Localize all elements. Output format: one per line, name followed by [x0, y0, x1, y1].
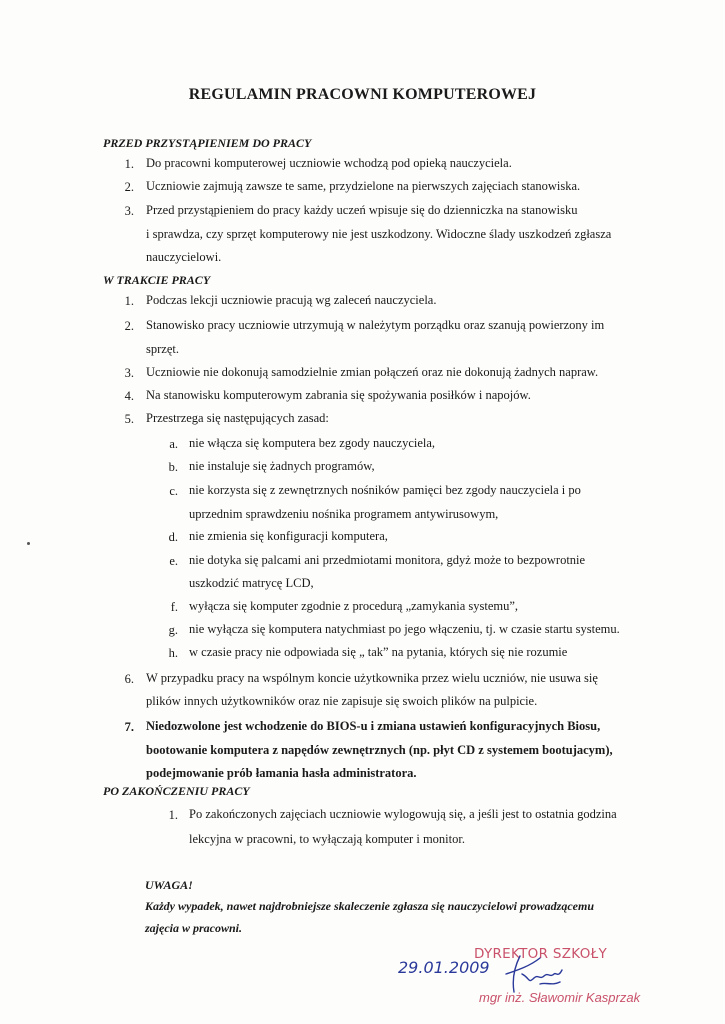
- before-item-3-line-2: i sprawdza, czy sprzęt komputerowy nie jest uszkodzony. Widoczne ślady uszkodzeń zgłasza: [146, 227, 612, 241]
- rule-letter: h.: [168, 646, 178, 660]
- before-item-number: 1.: [124, 157, 134, 171]
- rule-b: nie instaluje się żadnych programów,: [189, 459, 375, 473]
- during-item-2-line-2: sprzęt.: [146, 342, 179, 356]
- during-item-1: Podczas lekcji uczniowie pracują wg zaleceń nauczyciela.: [146, 293, 437, 307]
- rule-e-line-2: uszkodzić matrycę LCD,: [189, 576, 314, 590]
- during-item-4: Na stanowisku komputerowym zabrania się spożywania posiłków i napojów.: [146, 388, 531, 402]
- after-item-number: 1.: [168, 808, 178, 822]
- during-item-7-line-1: Niedozwolone jest wchodzenie do BIOS-u i zmiana ustawień konfiguracyjnych Biosu,: [146, 719, 601, 733]
- during-item-3: Uczniowie nie dokonują samodzielnie zmian połączeń oraz nie dokonują żadnych napraw.: [146, 365, 599, 379]
- scan-speck: [27, 542, 30, 545]
- stamp-title: DYREKTOR SZKOŁY: [474, 946, 608, 962]
- before-item-number: 3.: [124, 204, 134, 218]
- after-item-1-line-1: Po zakończonych zajęciach uczniowie wylogowują się, a jeśli jest to ostatnia godzina: [189, 807, 617, 821]
- section-after-heading: PO ZAKOŃCZENIU PRACY: [103, 784, 250, 798]
- rule-letter: d.: [168, 530, 178, 544]
- during-item-number: 4.: [124, 389, 134, 403]
- rule-letter: a.: [169, 437, 178, 451]
- during-item-number: 6.: [124, 672, 134, 686]
- rule-c-line-1: nie korzysta się z zewnętrznych nośników pamięci bez zgody nauczyciela i po: [189, 483, 581, 497]
- during-item-7-line-3: podejmowanie prób łamania hasła administratora.: [146, 766, 417, 780]
- before-item-3-line-1: Przed przystąpieniem do pracy każdy uczeń wpisuje się do dzienniczka na stanowisku: [146, 203, 578, 217]
- during-item-6-line-2: plików innych użytkowników oraz nie zapisuje się swoich plików na pulpicie.: [146, 694, 538, 708]
- during-item-7-line-2: bootowanie komputera z napędów zewnętrznych (np. płyt CD z systemem bootujacym),: [146, 743, 613, 757]
- during-item-number: 2.: [124, 319, 134, 333]
- before-item-2: Uczniowie zajmują zawsze te same, przydzielone na pierwszych zajęciach stanowiska.: [146, 179, 581, 193]
- during-item-number: 3.: [124, 366, 134, 380]
- before-item-3-line-3: nauczycielowi.: [146, 250, 222, 264]
- rule-d: nie zmienia się konfiguracji komputera,: [189, 529, 388, 543]
- rule-g: nie wyłącza się komputera natychmiast po jego włączeniu, tj. w czasie startu systemu.: [189, 622, 620, 636]
- during-item-number: 1.: [124, 294, 134, 308]
- rule-letter: g.: [168, 623, 178, 637]
- stamp-name: mgr inż. Sławomir Kasprzak: [479, 990, 641, 1005]
- after-item-1-line-2: lekcyjna w pracowni, to wyłączają komputer i monitor.: [189, 832, 465, 846]
- rule-letter: b.: [168, 460, 178, 474]
- rule-letter: e.: [169, 554, 178, 568]
- warning-heading: UWAGA!: [145, 878, 193, 892]
- document-title: REGULAMIN PRACOWNI KOMPUTEROWEJ: [188, 86, 537, 103]
- during-item-number: 5.: [124, 412, 134, 426]
- handwritten-date: 29.01.2009: [398, 958, 490, 977]
- rule-c-line-2: uprzednim sprawdzeniu nośnika programem antywirusowym,: [189, 507, 499, 521]
- during-item-number: 7.: [124, 720, 134, 734]
- before-item-number: 2.: [124, 180, 134, 194]
- section-during-heading: W TRAKCIE PRACY: [103, 273, 211, 287]
- rule-h: w czasie pracy nie odpowiada się „ tak” na pytania, których się nie rozumie: [189, 645, 568, 659]
- rule-f: wyłącza się komputer zgodnie z procedurą „zamykania systemu”,: [189, 599, 519, 613]
- during-item-2-line-1: Stanowisko pracy uczniowie utrzymują w należytym porządku oraz szanują powierzony im: [146, 318, 605, 332]
- section-before-heading: PRZED PRZYSTĄPIENIEM DO PRACY: [103, 136, 312, 150]
- before-item-1: Do pracowni komputerowej uczniowie wchodzą pod opieką nauczyciela.: [146, 156, 512, 170]
- during-item-5: Przestrzega się następujących zasad:: [146, 411, 329, 425]
- warning-line-2: zajęcia w pracowni.: [145, 921, 243, 935]
- rule-letter: c.: [169, 484, 178, 498]
- during-item-6-line-1: W przypadku pracy na wspólnym koncie użytkownika przez wielu uczniów, nie usuwa się: [146, 671, 598, 685]
- warning-line-1: Każdy wypadek, nawet najdrobniejsze skaleczenie zgłasza się nauczycielowi prowadzącemu: [145, 899, 594, 913]
- rule-e-line-1: nie dotyka się palcami ani przedmiotami monitora, gdyż może to bezpowrotnie: [189, 553, 586, 567]
- rule-a: nie włącza się komputera bez zgody nauczyciela,: [189, 436, 436, 450]
- rule-letter: f.: [170, 600, 178, 614]
